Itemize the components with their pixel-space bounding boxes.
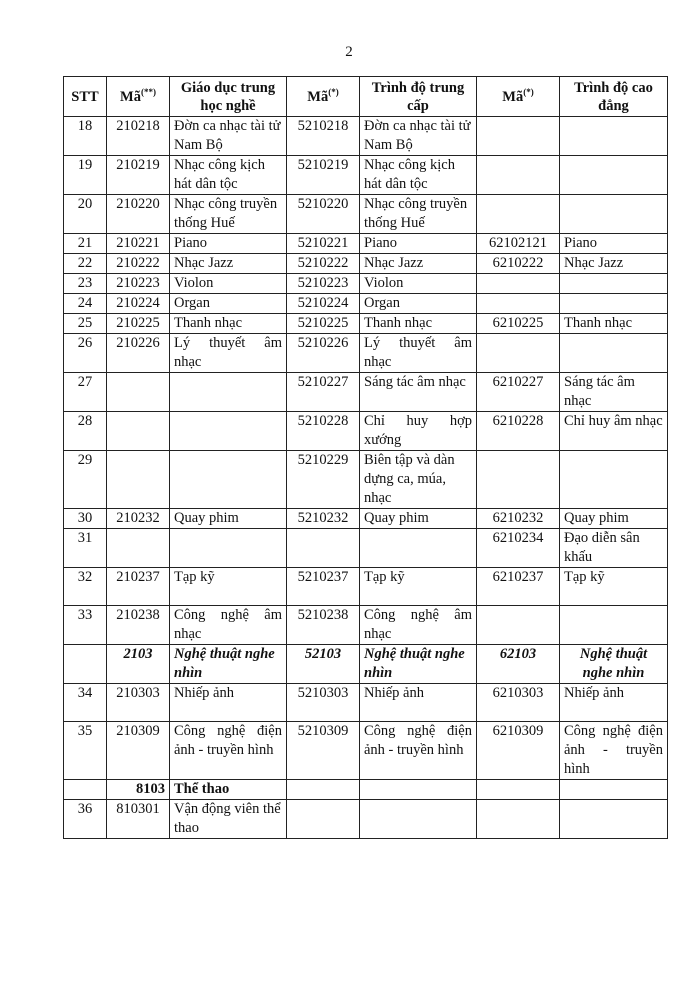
cell-name2: Chỉ huy hợp xướng: [360, 412, 477, 451]
cell-ma1: 210225: [107, 314, 170, 334]
cell-name1: [170, 412, 287, 451]
cell-stt: 25: [64, 314, 107, 334]
cell-ma2: 5210237: [287, 568, 360, 606]
cell-name3: Công nghệ điện ảnh - truyền hình: [560, 722, 668, 780]
cell-name2: Nhạc công truyền thống Huế: [360, 195, 477, 234]
cell-stt: 32: [64, 568, 107, 606]
cell-ma1: 210220: [107, 195, 170, 234]
cell-ma1: [107, 451, 170, 509]
cell-name1: Nhạc Jazz: [170, 254, 287, 274]
cell-ma2: [287, 800, 360, 839]
cell-name2: Piano: [360, 234, 477, 254]
group-name-2: Nghệ thuật nghe nhìn: [360, 645, 477, 684]
cell-name2: Tạp kỹ: [360, 568, 477, 606]
cell-ma1: 210223: [107, 274, 170, 294]
cell-ma1: 210224: [107, 294, 170, 314]
cell-ma2: 5210218: [287, 117, 360, 156]
cell-ma3: 6210225: [477, 314, 560, 334]
cell-name2: Nhiếp ảnh: [360, 684, 477, 722]
cell-name2: Quay phim: [360, 509, 477, 529]
cell-stt: 35: [64, 722, 107, 780]
cell-ma3: 6210222: [477, 254, 560, 274]
cell-stt: 23: [64, 274, 107, 294]
cell-name1: Nhạc công truyền thống Huế: [170, 195, 287, 234]
cell-ma2: 5210232: [287, 509, 360, 529]
cell-ma3: [477, 780, 560, 800]
table-row: [64, 254, 668, 274]
table-row: [64, 314, 668, 334]
table-row: [64, 334, 668, 373]
cell-name2: Nhạc công kịch hát dân tộc: [360, 156, 477, 195]
cell-ma2: 5210227: [287, 373, 360, 412]
cell-ma3: 6210228: [477, 412, 560, 451]
group-code-3: 62103: [477, 645, 560, 684]
cell-name2: Organ: [360, 294, 477, 314]
cell-ma3: 6210234: [477, 529, 560, 568]
cell-ma1: 210226: [107, 334, 170, 373]
cell-stt: [64, 645, 107, 684]
cell-name3: Sáng tác âm nhạc: [560, 373, 668, 412]
table-row: [64, 529, 668, 568]
cell-ma2: 5210225: [287, 314, 360, 334]
cell-name2: Công nghệ âm nhạc: [360, 606, 477, 645]
cell-ma3: [477, 195, 560, 234]
cell-ma2: 5210238: [287, 606, 360, 645]
cell-stt: 36: [64, 800, 107, 839]
cell-name3: [560, 780, 668, 800]
header-intermediate-level: Trình độ trung cấp: [360, 77, 477, 117]
cell-name3: [560, 294, 668, 314]
table-row: [64, 294, 668, 314]
cell-name3: [560, 195, 668, 234]
cell-ma3: [477, 606, 560, 645]
cell-name3: Chỉ huy âm nhạc: [560, 412, 668, 451]
cell-ma3: [477, 451, 560, 509]
group-code-1: 8103: [107, 780, 170, 800]
table-row: [64, 195, 668, 234]
cell-ma3: [477, 274, 560, 294]
cell-ma3: 6210232: [477, 509, 560, 529]
cell-ma2: [287, 780, 360, 800]
cell-stt: 21: [64, 234, 107, 254]
cell-ma2: 5210226: [287, 334, 360, 373]
cell-name3: [560, 606, 668, 645]
cell-name1: Organ: [170, 294, 287, 314]
cell-stt: 33: [64, 606, 107, 645]
cell-name2: Sáng tác âm nhạc: [360, 373, 477, 412]
table-row: [64, 568, 668, 606]
group-row-the-thao: [64, 780, 668, 800]
group-name-1: Nghệ thuật nghe nhìn: [170, 645, 287, 684]
cell-name1: [170, 529, 287, 568]
cell-ma3: 6210237: [477, 568, 560, 606]
cell-ma3: 6210309: [477, 722, 560, 780]
header-row: [64, 77, 668, 117]
cell-name1: Violon: [170, 274, 287, 294]
cell-name3: Nhạc Jazz: [560, 254, 668, 274]
cell-stt: 29: [64, 451, 107, 509]
cell-name1: Đờn ca nhạc tài tử Nam Bộ: [170, 117, 287, 156]
header-ma-1: Mã(**): [107, 77, 170, 117]
table-row: [64, 412, 668, 451]
occupation-code-table: [63, 76, 668, 839]
cell-stt: 18: [64, 117, 107, 156]
cell-name2: [360, 529, 477, 568]
group-name-3: Nghệ thuật nghe nhìn: [560, 645, 668, 684]
header-secondary-vocational: Giáo dục trung học nghề: [170, 77, 287, 117]
cell-ma2: [287, 529, 360, 568]
cell-ma3: [477, 294, 560, 314]
cell-name2: Biên tập và dàn dựng ca, múa, nhạc: [360, 451, 477, 509]
cell-name1: Công nghệ điện ảnh - truyền hình: [170, 722, 287, 780]
table-row: [64, 722, 668, 780]
cell-stt: [64, 780, 107, 800]
table-row: [64, 800, 668, 839]
cell-name1: [170, 373, 287, 412]
cell-stt: 26: [64, 334, 107, 373]
cell-ma3: [477, 117, 560, 156]
cell-ma2: 5210229: [287, 451, 360, 509]
cell-ma1: 210238: [107, 606, 170, 645]
table-row: [64, 156, 668, 195]
cell-name1: Lý thuyết âm nhạc: [170, 334, 287, 373]
cell-ma1: 210309: [107, 722, 170, 780]
cell-ma1: 210232: [107, 509, 170, 529]
cell-name2: [360, 780, 477, 800]
cell-name3: [560, 274, 668, 294]
cell-name1: Piano: [170, 234, 287, 254]
table-row: [64, 117, 668, 156]
cell-ma2: 5210219: [287, 156, 360, 195]
cell-name3: Thanh nhạc: [560, 314, 668, 334]
cell-stt: 19: [64, 156, 107, 195]
cell-name3: Piano: [560, 234, 668, 254]
header-ma-3: Mã(*): [477, 77, 560, 117]
cell-ma1: 210222: [107, 254, 170, 274]
table-row: [64, 274, 668, 294]
cell-name3: [560, 117, 668, 156]
cell-ma3: 62102121: [477, 234, 560, 254]
cell-name3: Quay phim: [560, 509, 668, 529]
cell-name2: Đờn ca nhạc tài tử Nam Bộ: [360, 117, 477, 156]
cell-stt: 28: [64, 412, 107, 451]
cell-ma1: [107, 412, 170, 451]
cell-ma2: 5210222: [287, 254, 360, 274]
cell-name2: Lý thuyết âm nhạc: [360, 334, 477, 373]
cell-name2: Nhạc Jazz: [360, 254, 477, 274]
cell-ma2: 5210309: [287, 722, 360, 780]
cell-name1: Nhiếp ảnh: [170, 684, 287, 722]
cell-name1: Vận động viên thể thao: [170, 800, 287, 839]
cell-ma3: [477, 334, 560, 373]
cell-ma3: [477, 800, 560, 839]
cell-name1: Tạp kỹ: [170, 568, 287, 606]
cell-name3: Tạp kỹ: [560, 568, 668, 606]
cell-name3: Nhiếp ảnh: [560, 684, 668, 722]
table-row: [64, 684, 668, 722]
cell-stt: 34: [64, 684, 107, 722]
group-code-1: 2103: [107, 645, 170, 684]
cell-name2: [360, 800, 477, 839]
cell-name2: Violon: [360, 274, 477, 294]
cell-ma1: 210221: [107, 234, 170, 254]
cell-name3: [560, 334, 668, 373]
cell-ma2: 5210224: [287, 294, 360, 314]
cell-ma1: 210218: [107, 117, 170, 156]
cell-ma3: 6210227: [477, 373, 560, 412]
cell-stt: 30: [64, 509, 107, 529]
cell-name1: Công nghệ âm nhạc: [170, 606, 287, 645]
cell-ma3: [477, 156, 560, 195]
table-row: [64, 606, 668, 645]
cell-ma3: 6210303: [477, 684, 560, 722]
cell-name3: [560, 156, 668, 195]
table-row: [64, 451, 668, 509]
cell-name3: Đạo diễn sân khấu: [560, 529, 668, 568]
cell-name1: Thanh nhạc: [170, 314, 287, 334]
cell-stt: 20: [64, 195, 107, 234]
cell-ma2: 5210220: [287, 195, 360, 234]
cell-ma2: 5210228: [287, 412, 360, 451]
cell-ma1: 210237: [107, 568, 170, 606]
cell-name1: Quay phim: [170, 509, 287, 529]
group-row-nghe-thuat-nghe-nhin: [64, 645, 668, 684]
cell-name1: [170, 451, 287, 509]
cell-name1: Nhạc công kịch hát dân tộc: [170, 156, 287, 195]
cell-ma2: 5210223: [287, 274, 360, 294]
page-number: 2: [345, 44, 353, 60]
cell-ma1: 210303: [107, 684, 170, 722]
cell-name3: [560, 800, 668, 839]
cell-ma2: 5210303: [287, 684, 360, 722]
table-row: [64, 373, 668, 412]
cell-stt: 24: [64, 294, 107, 314]
group-code-2: 52103: [287, 645, 360, 684]
cell-stt: 27: [64, 373, 107, 412]
group-name-1: Thể thao: [170, 780, 287, 800]
cell-name2: Thanh nhạc: [360, 314, 477, 334]
cell-stt: 31: [64, 529, 107, 568]
table-row: [64, 234, 668, 254]
header-ma-2: Mã(*): [287, 77, 360, 117]
header-stt: STT: [64, 77, 107, 117]
cell-name2: Công nghệ điện ảnh - truyền hình: [360, 722, 477, 780]
table-row: [64, 509, 668, 529]
cell-ma1: 210219: [107, 156, 170, 195]
cell-stt: 22: [64, 254, 107, 274]
header-college-level: Trình độ cao đẳng: [560, 77, 668, 117]
cell-ma1: 810301: [107, 800, 170, 839]
cell-ma1: [107, 529, 170, 568]
cell-ma1: [107, 373, 170, 412]
cell-ma2: 5210221: [287, 234, 360, 254]
cell-name3: [560, 451, 668, 509]
